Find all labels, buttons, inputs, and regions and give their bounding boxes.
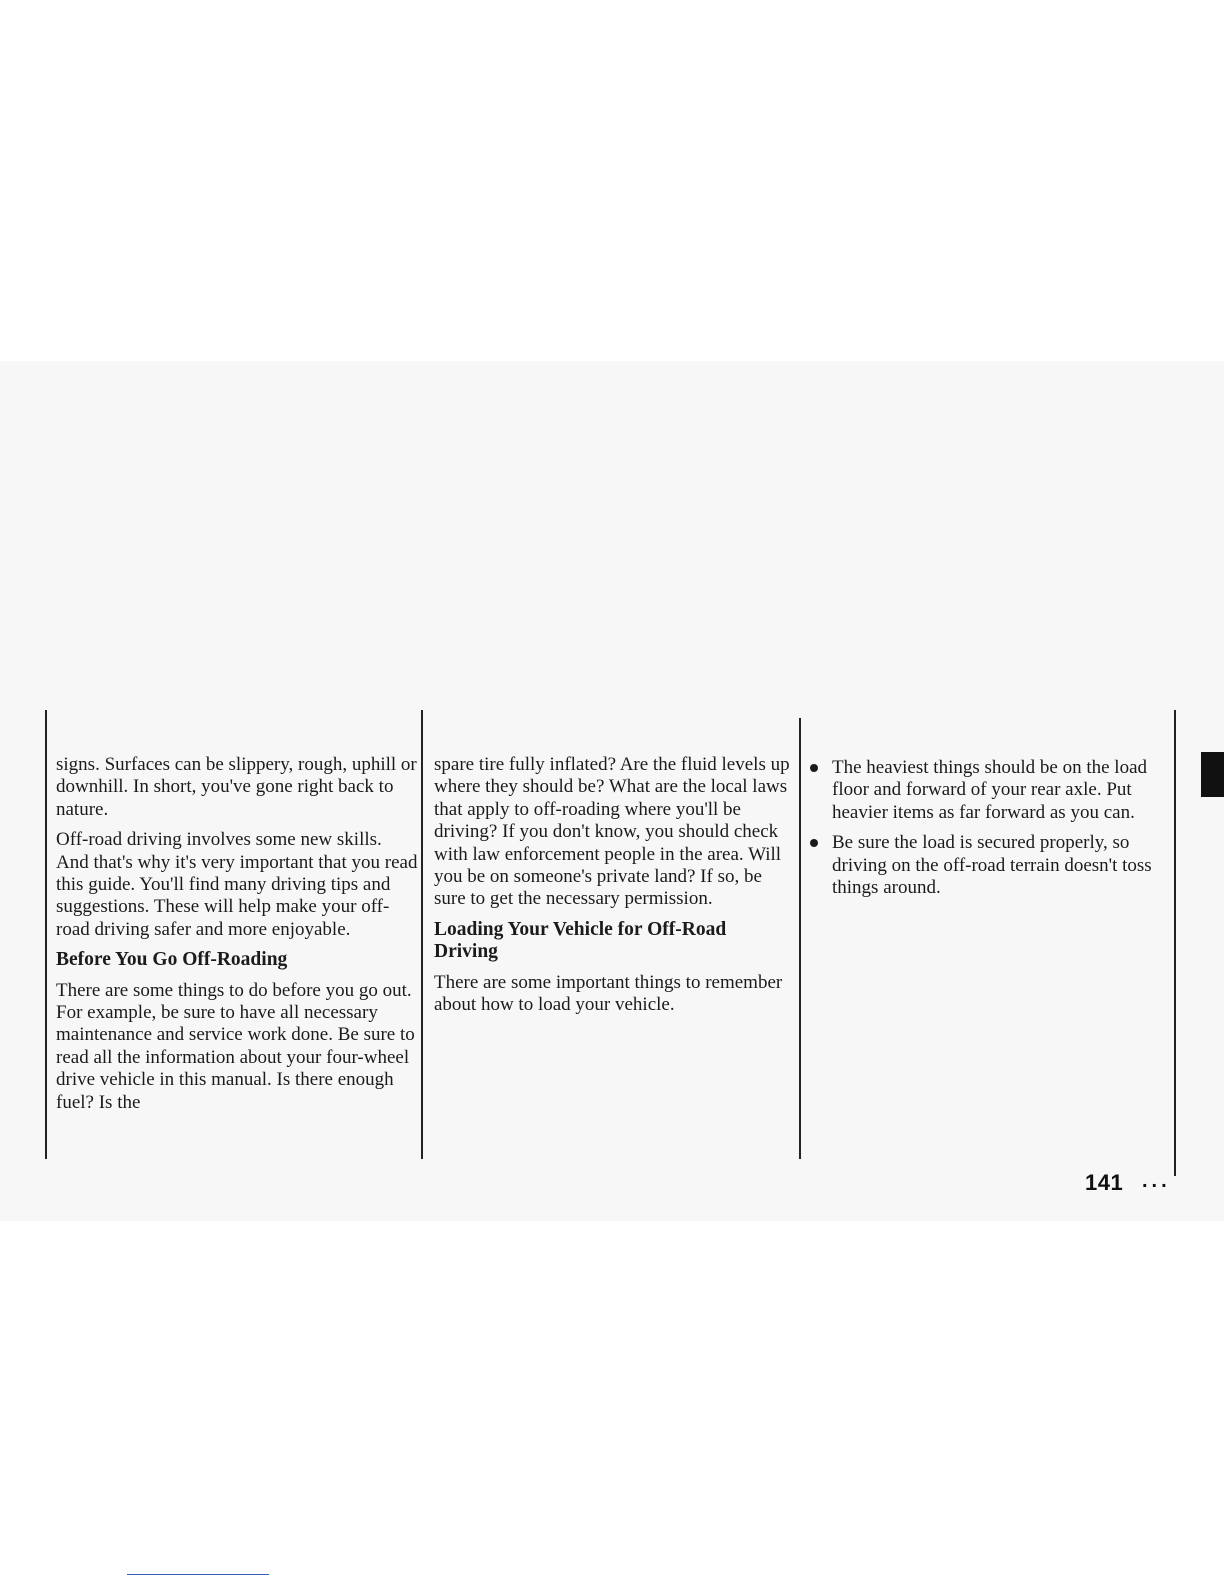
column-rule-far-right [1174,710,1176,1176]
continuation-dots: ... [1142,1170,1171,1192]
text-column-3 [810,757,1165,907]
paragraph: signs. Surfaces can be slippery, rough, uphill or downhill. In short, you've gone right back to nature. [56,754,417,820]
list-item [810,832,1165,899]
list-item-text: Be sure the load is secured properly, so driving on the off-road terrain doesn't toss things around. [832,832,1152,899]
bullet-icon [810,839,818,847]
page-number: 141 [1085,1170,1124,1195]
section-heading: Loading Your Vehicle for Off-Road Driving [434,918,727,963]
list-item-text: The heaviest things should be on the load floor and forward of your rear axle. Put heavier items as far forward as you can. [832,757,1148,823]
text-column-2 [434,754,794,1024]
paragraph: There are some things to do before you go out. For example, be sure to have all necessary maintenance and service work done. Be sure to read all the information about your four-wheel drive vehicle in this manual. Is there enough fuel? Is the [56,979,415,1113]
paragraph: There are some important things to remember about how to load your vehicle. [434,971,783,1016]
bullet-icon [810,764,818,772]
paragraph: spare tire fully inflated? Are the fluid levels up where they should be? What are the local laws that apply to off-roading where you'll be driving? If you don't know, you should check with law enforcement people in the area. Will you be on someone's private land? If so, be sure to get the necessary permission. [434,754,790,910]
footer-link-line [127,1574,269,1575]
column-rule-middle [421,710,423,1159]
text-column-1 [56,754,418,1122]
column-rule-right [799,718,801,1159]
paragraph: Off-road driving involves some new skills. And that's why it's very important that you read this guide. You'll find many driving tips and suggestions. These will help make your off-road driving safer and more enjoyable. [56,829,418,940]
list-item [810,757,1165,824]
section-heading: Before You Go Off-Roading [56,949,288,971]
section-tab-marker [1201,752,1224,797]
column-rule-left [45,710,47,1159]
bullet-list [810,757,1165,899]
